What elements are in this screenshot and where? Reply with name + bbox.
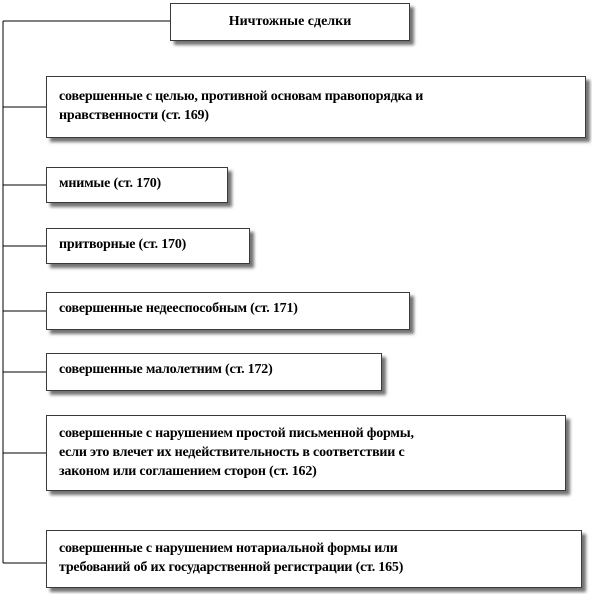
category-7-line-2: требований об их государственной регистрации (ст. 165) bbox=[59, 560, 404, 575]
category-box-4 bbox=[46, 292, 410, 330]
category-box-3 bbox=[46, 228, 250, 264]
category-6-line-3: законом или соглашением сторон (ст. 162) bbox=[59, 464, 317, 479]
category-box-1 bbox=[46, 76, 586, 138]
category-5-line-1: совершенные малолетним (ст. 172) bbox=[59, 362, 273, 377]
category-2-line-1: мнимые (ст. 170) bbox=[59, 176, 162, 191]
category-box-2 bbox=[46, 167, 228, 203]
category-7-line-1: совершенные с нарушением нотариальной формы или bbox=[59, 541, 398, 556]
diagram-title: Ничтожные сделки bbox=[228, 14, 352, 29]
category-6-line-2: если это влечет их недействительность в соответствии с bbox=[59, 445, 405, 460]
category-4-line-1: совершенные недееспособным (ст. 171) bbox=[59, 301, 298, 316]
category-box-5 bbox=[46, 353, 382, 391]
category-3-line-1: притворные (ст. 170) bbox=[59, 237, 187, 252]
category-box-7 bbox=[46, 530, 582, 588]
diagram-title-box bbox=[170, 3, 410, 41]
category-6-line-1: совершенные с нарушением простой письменной формы, bbox=[59, 426, 414, 441]
category-1-line-1: совершенные с целью, противной основам правопорядка и bbox=[59, 89, 424, 104]
category-box-6 bbox=[46, 415, 566, 491]
category-1-line-2: нравственности (ст. 169) bbox=[59, 108, 209, 123]
